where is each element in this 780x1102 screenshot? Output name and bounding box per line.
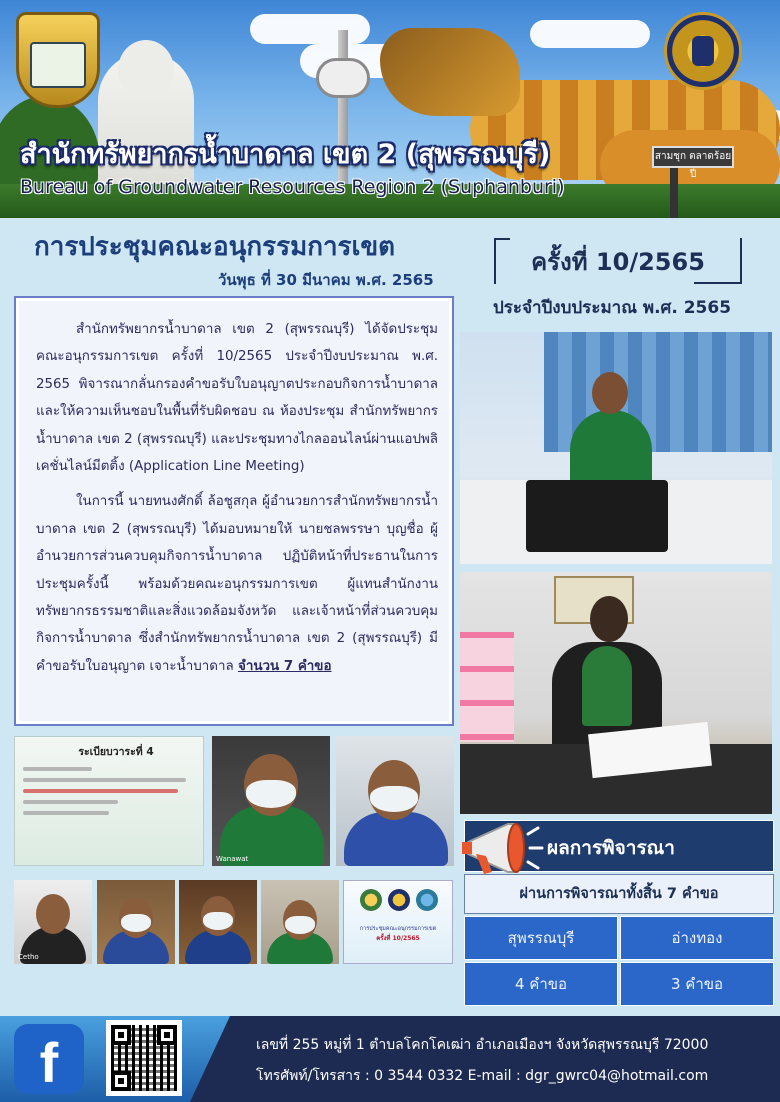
tower-observation-deck [316,58,370,98]
buddha-head [118,40,174,100]
bureau-title-thai: สำนักทรัพยากรน้ำบาดาล เขต 2 (สุพรรณบุรี) [20,139,551,170]
paragraph-1: สำนักทรัพยากรน้ำบาดาล เขต 2 (สุพรรณบุรี) ได้จัดประชุมคณะอนุกรรมการเขต ครั้งที่ 10/2565 ประจำปีงบประมาณ พ.ศ. 2565 พิจารณากลั่นกรองคำขอรับใบอนุญาตประกอบกิจการน้ำบาดาล และให้ความเห็นชอบในพื้นที่รับผิดชอบ ณ ห้องประชุม สำนักทรัพยากรน้ำบาดาล เขต 2 (สุพรรณบุรี) และประชุมทางไกลออนไลน์ผ่านแอปพลิเคชั่นไลน์มีตติ้ง (Application Line Meeting) [36,322,438,475]
footer-address: เลขที่ 255 หมู่ที่ 1 ตำบลโคกโคเฒ่า อำเภอเมืองฯ จังหวัดสุพรรณบุรี 72000 [256,1037,709,1053]
session-box [494,238,742,284]
poster-logo-3 [416,889,438,911]
market-sign: สามชุก ตลาดร้อยปี [652,146,734,168]
sign-post [670,168,678,218]
slide-title: ระเบียบวาระที่ 4 [78,746,154,758]
participant-name: Cetho [18,953,39,961]
poster-logo-1 [360,889,382,911]
poster-title: การประชุมคณะอนุกรรมการเขต [359,926,437,932]
qr-code[interactable] [106,1020,182,1096]
meeting-date: วันพุธ ที่ 30 มีนาคม พ.ศ. 2565 [218,271,434,289]
meeting-poster [343,880,453,964]
results-value-angthong: 3 คำขอ [620,962,774,1006]
header-banner [0,0,780,218]
cloud [250,14,370,44]
session-number: ครั้งที่ 10/2565 [531,248,705,276]
shelf [460,632,514,742]
video-participant-2 [336,736,454,866]
results-column-suphanburi: สุพรรณบุรี [464,916,618,960]
footer-contact-band [190,1016,780,1102]
video-participant-1 [212,736,330,866]
agenda-slide [14,736,204,866]
facebook-icon[interactable] [14,1024,84,1094]
poster-session: ครั้งที่ 10/2565 [376,935,420,942]
video-participant-5 [179,880,257,964]
fiscal-year: ประจำปีงบประมาณ พ.ศ. 2565 [492,298,732,318]
male-officer [566,372,656,492]
meeting-room-photo-1 [460,332,772,564]
results-column-angthong: อ่างทอง [620,916,774,960]
video-participant-4 [97,880,175,964]
facebook-glyph: f [39,1031,59,1094]
laptop [526,480,668,552]
paragraph-2-text: ในการนี้ นายทนงศักดิ์ ล้อชูสกุล ผู้อำนวยการสำนักทรัพยากรน้ำบาดาล เขต 2 (สุพรรณบุรี) ได้มอบหมายให้ นายชลพรรษา บุญชื่อ ผู้อำนวยการส่วนควบคุมกิจการน้ำบาดาล ปฏิบัติหน้าที่ประธานในการประชุมครั้งนี้ พร้อมด้วยคณะอนุกรรมการเขต ผู้แทนสำนักงานทรัพยากรธรรมชาติและสิ่งแวดล้อมจังหวัด และเจ้าหน้าที่ส่วนควบคุมกิจการน้ำบาดาล ซึ่งสำนักทรัพยากรน้ำบาดาล เขต 2 (สุพรรณบุรี) มีคำขอรับใบอนุญาต เจาะน้ำบาดาล [36,494,438,674]
provincial-seal-emblem [30,42,86,88]
meeting-room-photo-2 [460,572,772,814]
results-value-suphanburi: 4 คำขอ [464,962,618,1006]
paragraph-2 [36,488,438,680]
dragon-head [380,28,520,116]
results-label: ผลการพิจารณา [547,837,675,859]
meeting-title: การประชุมคณะอนุกรรมการเขต [34,232,396,262]
poster-logo-2 [388,889,410,911]
participant-name: Wanawat [216,855,249,863]
request-count-highlight: จำนวน 7 คำขอ [238,658,332,674]
footer-contact: โทรศัพท์/โทรสาร : 0 3544 0332 E-mail : dgr_gwrc04@hotmail.com [256,1068,709,1084]
department-seal-emblem [692,36,714,66]
video-participant-6 [261,880,339,964]
video-participant-3 [14,880,92,964]
cloud [530,20,650,48]
bureau-title-english: Bureau of Groundwater Resources Region 2 (Suphanburi) [20,176,565,198]
news-text-panel [14,296,454,726]
results-summary: ผ่านการพิจารณาทั้งสิ้น 7 คำขอ [464,874,774,914]
